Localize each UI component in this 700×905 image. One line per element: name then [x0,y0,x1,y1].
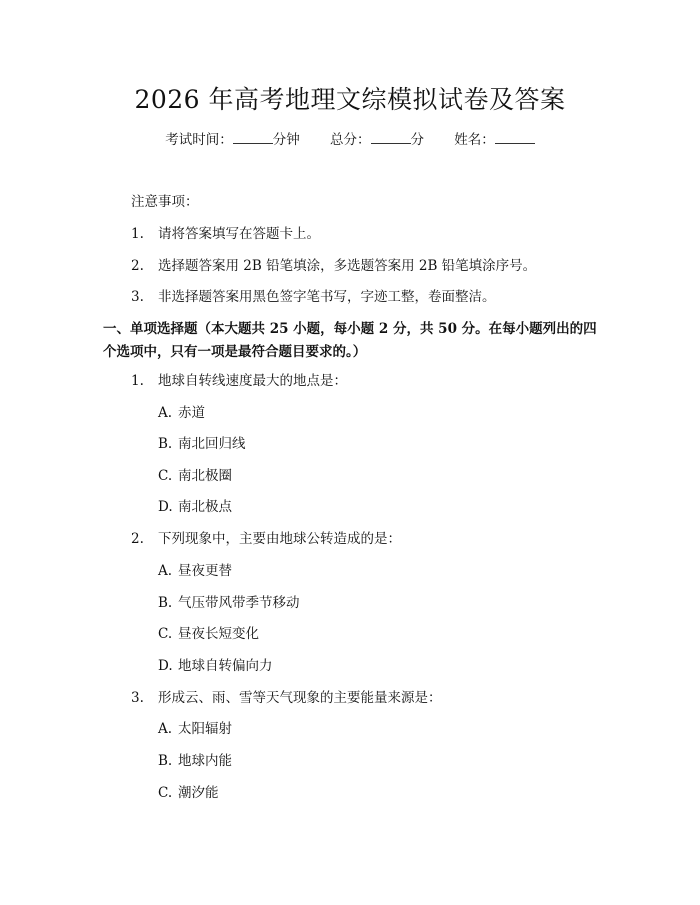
option-label: C. [158,785,173,801]
option-label: A. [158,721,173,737]
option-item[interactable] [158,434,246,454]
question-number: 2. [131,531,144,547]
name-label: 姓名： [454,132,495,148]
score-label: 总分： [330,132,371,148]
option-label: A. [158,405,173,421]
name-field [454,132,535,148]
note-number: 3. [131,289,144,305]
option-label: A. [158,563,173,579]
page-title: 2026 年高考地理文综模拟试卷及答案 [134,85,566,114]
option-item[interactable] [158,719,232,739]
note-item [131,256,536,276]
option-item[interactable] [158,593,300,613]
option-label: B. [158,595,173,611]
option-item[interactable] [158,624,259,644]
section-number: 一、 [103,321,130,337]
question-text: 形成云、雨、雪等天气现象的主要能量来源是： [158,690,442,706]
question-text: 地球自转线速度最大的地点是： [158,373,347,389]
note-number: 1. [131,226,144,242]
option-label: D. [158,499,173,515]
question-stem [131,371,347,391]
score-field [330,132,428,148]
option-item[interactable] [158,783,219,803]
name-blank[interactable] [495,143,535,144]
option-text: 昼夜更替 [178,563,232,579]
option-label: B. [158,436,173,452]
option-text: 地球内能 [178,753,232,769]
option-label: D. [158,658,173,674]
exam-meta-line [0,130,700,150]
section-heading [103,318,603,364]
question-number: 3. [131,690,144,706]
option-text: 太阳辐射 [178,721,232,737]
option-text: 潮汐能 [178,785,219,801]
option-text: 南北极点 [178,499,232,515]
question-number: 1. [131,373,144,389]
option-label: C. [158,626,173,642]
notes-heading: 注意事项： [131,194,199,210]
option-item[interactable] [158,403,205,423]
option-label: B. [158,753,173,769]
time-label: 考试时间： [165,132,233,148]
note-item [131,224,320,244]
section-text: 单项选择题（本大题共 25 小题，每小题 2 分，共 50 分。在每小题列出的四个选项中，只有一项是最符合题目要求的。） [103,321,597,360]
time-unit: 分钟 [272,132,300,148]
option-item[interactable] [158,561,232,581]
option-text: 昼夜长短变化 [178,626,259,642]
option-text: 赤道 [178,405,205,421]
score-blank[interactable] [371,143,411,144]
option-text: 地球自转偏向力 [178,658,273,674]
time-blank[interactable] [233,143,273,144]
option-label: C. [158,468,173,484]
note-item [131,287,496,307]
option-item[interactable] [158,656,273,676]
question-stem [131,688,442,708]
option-item[interactable] [158,466,232,486]
option-item[interactable] [158,751,232,771]
note-text: 非选择题答案用黑色签字笔书写，字迹工整，卷面整洁。 [158,289,496,305]
question-stem [131,529,401,549]
option-text: 南北极圈 [178,468,232,484]
score-unit: 分 [410,132,424,148]
note-number: 2. [131,258,144,274]
time-field [165,132,304,148]
note-text: 请将答案填写在答题卡上。 [158,226,320,242]
question-text: 下列现象中，主要由地球公转造成的是： [158,531,401,547]
option-text: 南北回归线 [178,436,246,452]
note-text: 选择题答案用 2B 铅笔填涂，多选题答案用 2B 铅笔填涂序号。 [158,258,537,274]
option-item[interactable] [158,497,232,517]
option-text: 气压带风带季节移动 [178,595,300,611]
